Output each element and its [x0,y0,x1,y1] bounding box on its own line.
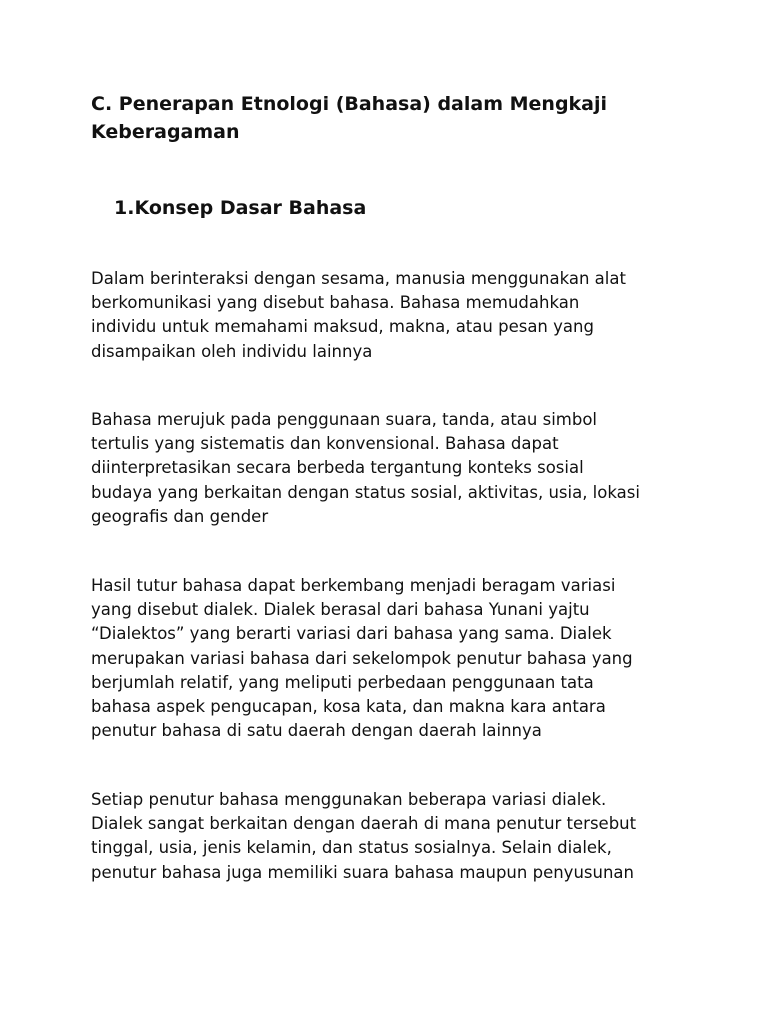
paragraph-line: individu untuk memahami maksud, makna, atau pesan yang [91,317,594,337]
paragraph-line: yang disebut dialek. Dialek berasal dari bahasa Yunani yajtu [91,600,590,620]
document-title [91,90,691,146]
paragraph-line: Setiap penutur bahasa menggunakan beberapa variasi dialek. [91,790,607,809]
title-line: C. Penerapan Etnologi (Bahasa) dalam Mengkaji [91,93,608,115]
paragraph-line: berjumlah relatif, yang meliputi perbedaan penggunaan tata [91,672,594,692]
paragraph-line: Hasil tutur bahasa dapat berkembang menjadi beragam variasi [91,576,616,595]
paragraph-1 [91,267,691,364]
paragraph-3 [91,574,691,743]
paragraph-line: merupakan variasi bahasa dari sekelompok penutur bahasa yang [91,648,633,668]
paragraph-line: diinterpretasikan secara berbeda tergantung konteks sosial [91,458,584,478]
paragraph-line: budaya yang berkaitan dengan status sosial, aktivitas, usia, lokasi [91,482,640,502]
paragraph-line: “Dialektos” yang berarti variasi dari bahasa yang sama. Dialek [91,624,612,644]
paragraph-line: penutur bahasa di satu daerah dengan daerah lainnya [91,721,542,741]
paragraph-4 [91,788,691,885]
paragraph-line: Dalam berinteraksi dengan sesama, manusia menggunakan alat [91,269,626,288]
paragraph-line: geografis dan gender [91,506,269,526]
title-line: Keberagaman [91,121,240,143]
section-heading: 1.Konsep Dasar Bahasa [114,197,367,219]
paragraph-line: Bahasa merujuk pada penggunaan suara, tanda, atau simbol [91,410,598,429]
paragraph-line: bahasa aspek pengucapan, kosa kata, dan makna kara antara [91,697,606,717]
paragraph-line: tinggal, usia, jenis kelamin, dan status sosialnya. Selain dialek, [91,838,612,858]
paragraph-line: berkomunikasi yang disebut bahasa. Bahasa memudahkan [91,293,580,313]
paragraph-line: disampaikan oleh individu lainnya [91,341,373,361]
paragraph-line: tertulis yang sistematis dan konvensional. Bahasa dapat [91,434,559,454]
paragraph-line: Dialek sangat berkaitan dengan daerah di mana penutur tersebut [91,814,637,834]
paragraph-2 [91,408,691,529]
paragraph-line: penutur bahasa juga memiliki suara bahasa maupun penyusunan [91,862,634,882]
